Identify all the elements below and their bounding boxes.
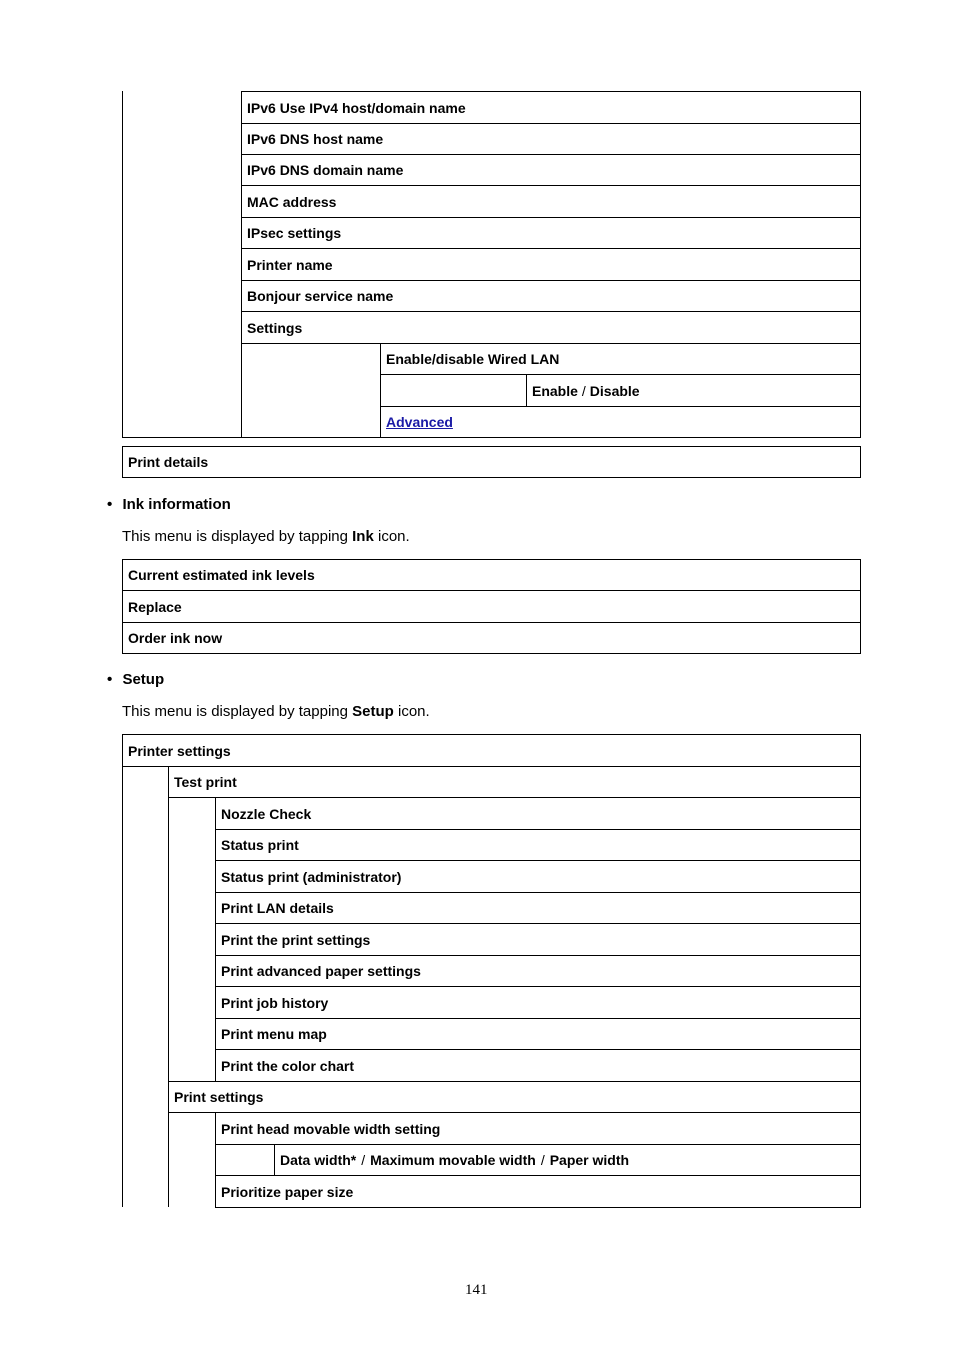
separator: / bbox=[540, 1152, 545, 1168]
desc-bold: Setup bbox=[352, 703, 394, 720]
table-row: Enable/disable Wired LAN bbox=[380, 343, 861, 375]
table-row: Current estimated ink levels bbox=[122, 559, 861, 591]
table-row: Bonjour service name bbox=[241, 280, 861, 312]
desc-text: icon. bbox=[373, 528, 410, 545]
desc-text: This menu is displayed by tapping bbox=[122, 528, 353, 545]
table-indent-cell bbox=[215, 1144, 275, 1176]
tree-line bbox=[122, 766, 123, 1207]
table-row: Replace bbox=[122, 590, 861, 623]
setup-section-description bbox=[122, 703, 430, 720]
ink-section-title: Ink information bbox=[122, 496, 231, 513]
desc-text: icon. bbox=[393, 703, 430, 720]
ink-section-description bbox=[122, 528, 410, 545]
table-row: IPsec settings bbox=[241, 217, 861, 249]
separator: / bbox=[581, 382, 586, 399]
table-row: Print menu map bbox=[215, 1018, 861, 1050]
table-row: Print the color chart bbox=[215, 1049, 861, 1082]
table-indent-cell bbox=[380, 374, 527, 407]
table-row: MAC address bbox=[241, 185, 861, 218]
bullet-icon: • bbox=[107, 671, 113, 688]
setup-section-heading bbox=[107, 671, 164, 688]
table-row: Status print (administrator) bbox=[215, 860, 861, 893]
print-details-row: Print details bbox=[122, 446, 861, 478]
table-row: Prioritize paper size bbox=[215, 1175, 861, 1208]
desc-bold: Ink bbox=[352, 528, 374, 545]
table-indent-cell bbox=[241, 343, 381, 438]
print-settings-row: Print settings bbox=[168, 1081, 861, 1113]
desc-text: This menu is displayed by tapping bbox=[122, 703, 353, 720]
test-print-row: Test print bbox=[168, 766, 861, 798]
advanced-row bbox=[380, 406, 861, 438]
table-border-bottom bbox=[122, 437, 242, 438]
paper-width-label: Paper width bbox=[549, 1152, 630, 1168]
setup-section-title: Setup bbox=[122, 671, 165, 688]
enable-label: Enable bbox=[532, 382, 578, 399]
ink-section-heading bbox=[107, 496, 231, 513]
table-row: Printer name bbox=[241, 248, 861, 281]
table-row: Print head movable width setting bbox=[215, 1112, 861, 1145]
table-row: Settings bbox=[241, 311, 861, 344]
table-row: Status print bbox=[215, 829, 861, 861]
data-width-label: Data width* bbox=[280, 1152, 357, 1168]
table-row: Nozzle Check bbox=[215, 797, 861, 830]
enable-disable-option bbox=[526, 374, 861, 407]
disable-label: Disable bbox=[589, 382, 640, 399]
page-number: 141 bbox=[465, 1282, 488, 1298]
table-row: Print job history bbox=[215, 986, 861, 1019]
table-row: Print LAN details bbox=[215, 892, 861, 924]
separator: / bbox=[361, 1152, 366, 1168]
table-row: Print the print settings bbox=[215, 923, 861, 956]
table-row: Print advanced paper settings bbox=[215, 955, 861, 987]
table-indent-cell bbox=[168, 797, 216, 1082]
table-border-left bbox=[122, 91, 123, 438]
table-row: IPv6 DNS host name bbox=[241, 123, 861, 155]
printer-settings-row: Printer settings bbox=[122, 734, 861, 767]
data-width-row bbox=[274, 1144, 861, 1176]
table-row: Order ink now bbox=[122, 622, 861, 654]
max-movable-width-label: Maximum movable width bbox=[370, 1152, 536, 1168]
bullet-icon: • bbox=[107, 496, 113, 513]
advanced-link[interactable]: Advanced bbox=[386, 414, 453, 430]
table-row: IPv6 DNS domain name bbox=[241, 154, 861, 186]
table-row: IPv6 Use IPv4 host/domain name bbox=[241, 91, 861, 124]
